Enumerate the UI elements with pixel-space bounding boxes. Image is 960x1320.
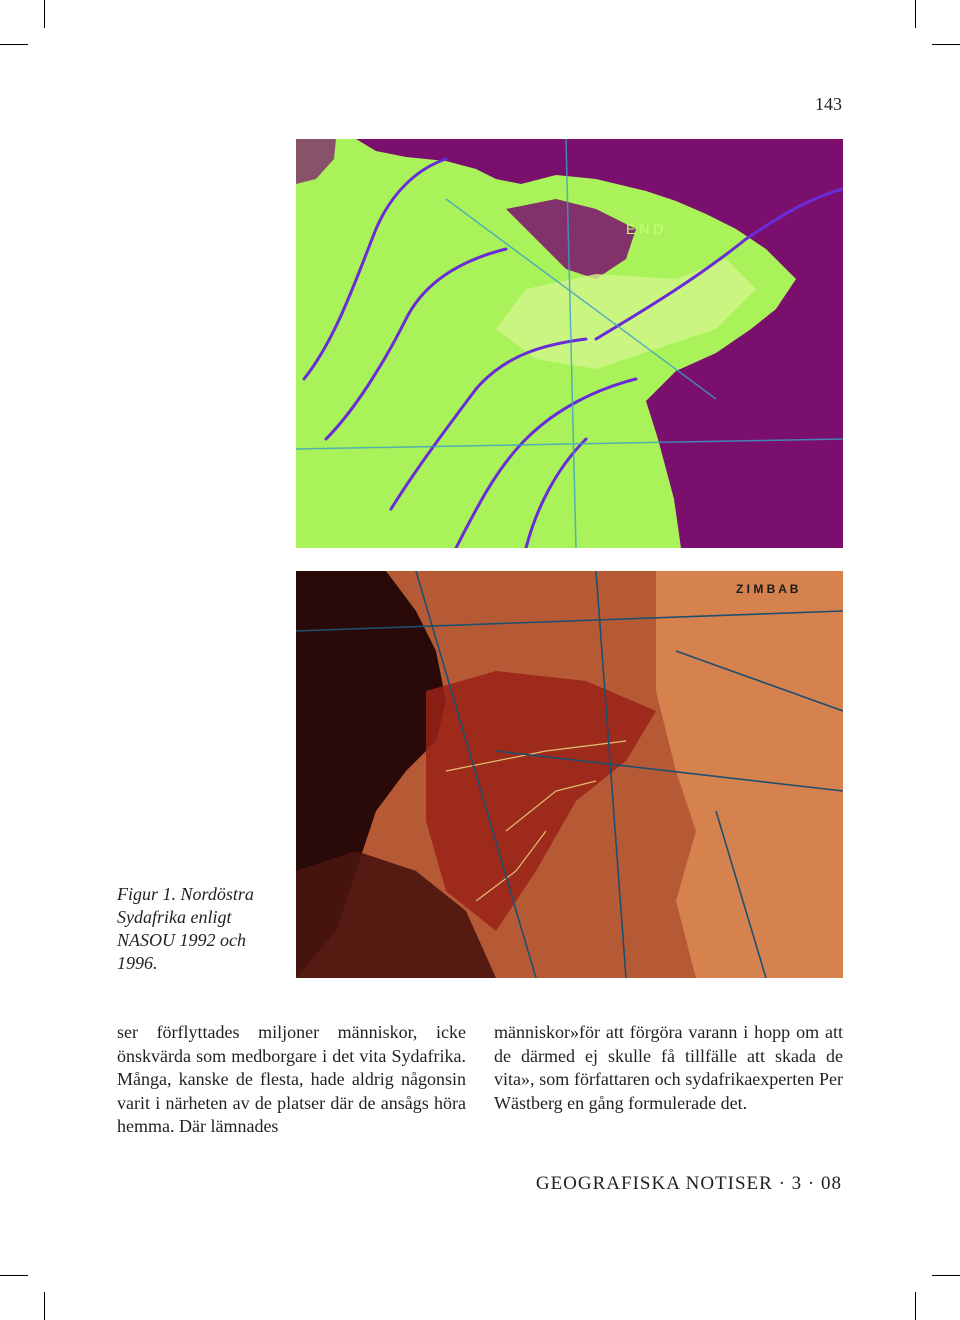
map-figure-top xyxy=(296,139,843,548)
crop-mark xyxy=(44,1292,45,1320)
body-text-left: ser förflyttades miljoner människor, icke önskvärda som medborgare i det vita Sydafrika. Många, kanske de flesta, hade aldrig någonsin varit i närheten av de platser där de ansågs höra hemma. Där lämnades xyxy=(117,1022,466,1136)
map-figure-bottom xyxy=(296,571,843,978)
crop-mark xyxy=(44,0,45,28)
crop-mark xyxy=(0,44,28,45)
crop-mark xyxy=(932,1275,960,1276)
crop-mark xyxy=(932,44,960,45)
map-label: E N D xyxy=(626,221,664,237)
map-region-light xyxy=(656,571,843,978)
crop-mark xyxy=(0,1275,28,1276)
running-footer: GEOGRAFISKA NOTISER · 3 · 08 xyxy=(535,1173,842,1194)
figure-caption: Figur 1. Nordöstra Sydafrika enligt NASOU 1992 och 1996. xyxy=(117,884,254,973)
crop-mark xyxy=(915,0,916,28)
body-text-right: människor»för att förgöra varann i hopp om att de därmed ej skulle få tillfälle att skada de vita», som författaren och sydafrikaexperten Per Wästberg en gång formulerade det. xyxy=(494,1022,843,1113)
map-label: Z I M B A B xyxy=(736,582,799,596)
page-number: 143 xyxy=(815,94,842,114)
crop-mark xyxy=(915,1292,916,1320)
